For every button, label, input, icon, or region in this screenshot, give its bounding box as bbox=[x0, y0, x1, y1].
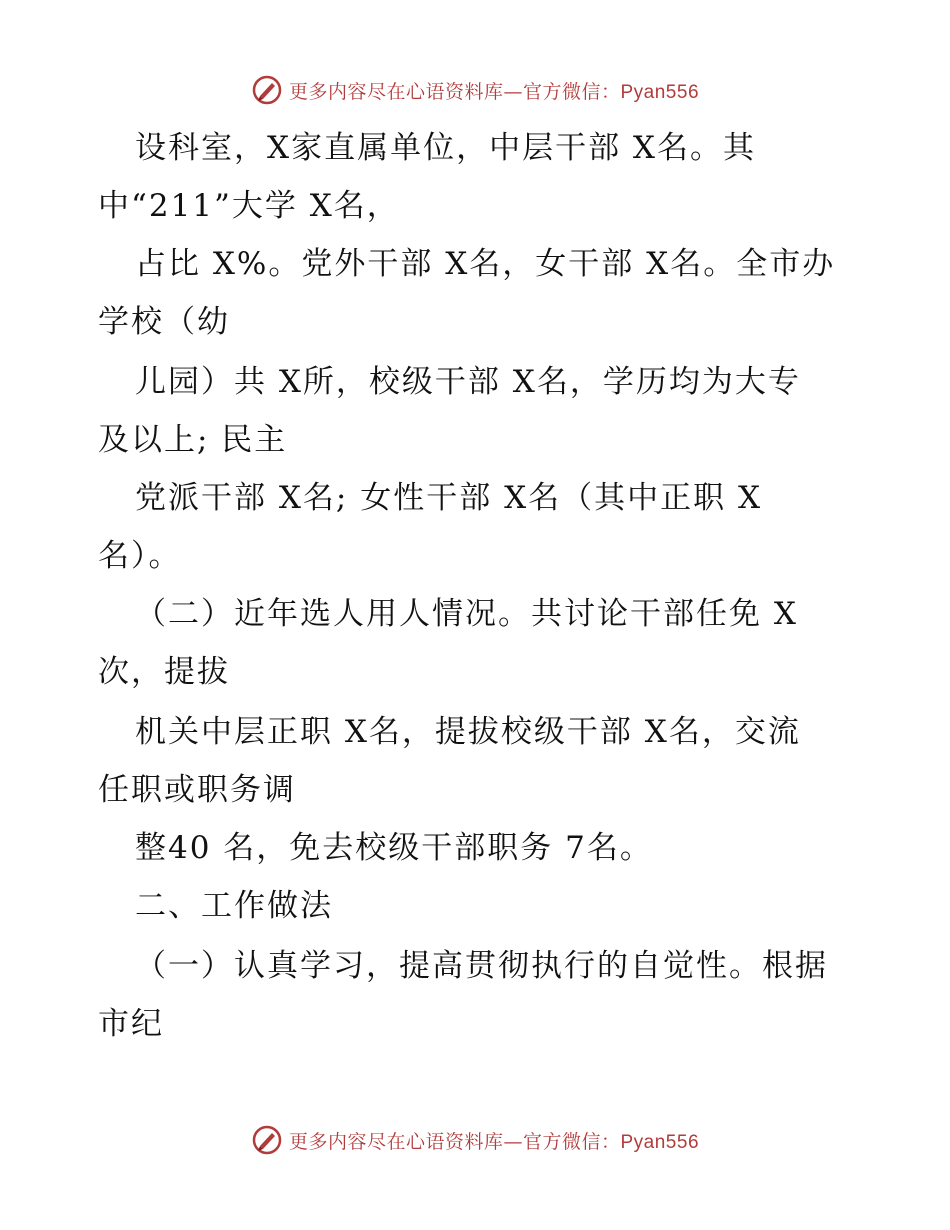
body-line: 占比 X%。党外干部 X名，女干部 X名。全市办 bbox=[135, 246, 836, 282]
header-banner-wechat: Pyan556 bbox=[620, 81, 700, 103]
body-line: 儿园）共 X所，校级干部 X名，学历均为大专 bbox=[135, 364, 801, 400]
body-line: 中“211”大学 X名， bbox=[98, 188, 400, 224]
body-line: 党派干部 X名; 女性干部 X名（其中正职 X bbox=[135, 480, 763, 516]
body-line: 任职或职务调 bbox=[98, 772, 296, 808]
body-line: （二）近年选人用人情况。共讨论干部任免 X bbox=[135, 596, 798, 632]
body-line: 机关中层正职 X名，提拔校级干部 X名，交流 bbox=[135, 714, 801, 750]
body-line: 市纪 bbox=[98, 1006, 164, 1042]
body-line: 次，提拔 bbox=[98, 654, 230, 690]
body-line: 及以上; 民主 bbox=[98, 422, 288, 458]
footer-banner-text: 更多内容尽在心语资料库—官方微信： bbox=[288, 1130, 621, 1153]
footer-banner bbox=[0, 1120, 950, 1160]
body-line: （一）认真学习，提高贯彻执行的自觉性。根据 bbox=[135, 948, 828, 984]
body-line: 名）。 bbox=[98, 538, 182, 574]
body-line: 学校（幼 bbox=[98, 304, 230, 340]
pen-logo-icon bbox=[251, 1124, 283, 1156]
footer-banner-wechat: Pyan556 bbox=[620, 1131, 700, 1153]
body-line: 设科室，X家直属单位，中层干部 X名。其 bbox=[135, 130, 756, 166]
section-heading: 二、工作做法 bbox=[135, 888, 333, 924]
header-banner-text: 更多内容尽在心语资料库—官方微信： bbox=[288, 80, 621, 103]
body-line: 整40 名，免去校级干部职务 7名。 bbox=[135, 830, 653, 866]
